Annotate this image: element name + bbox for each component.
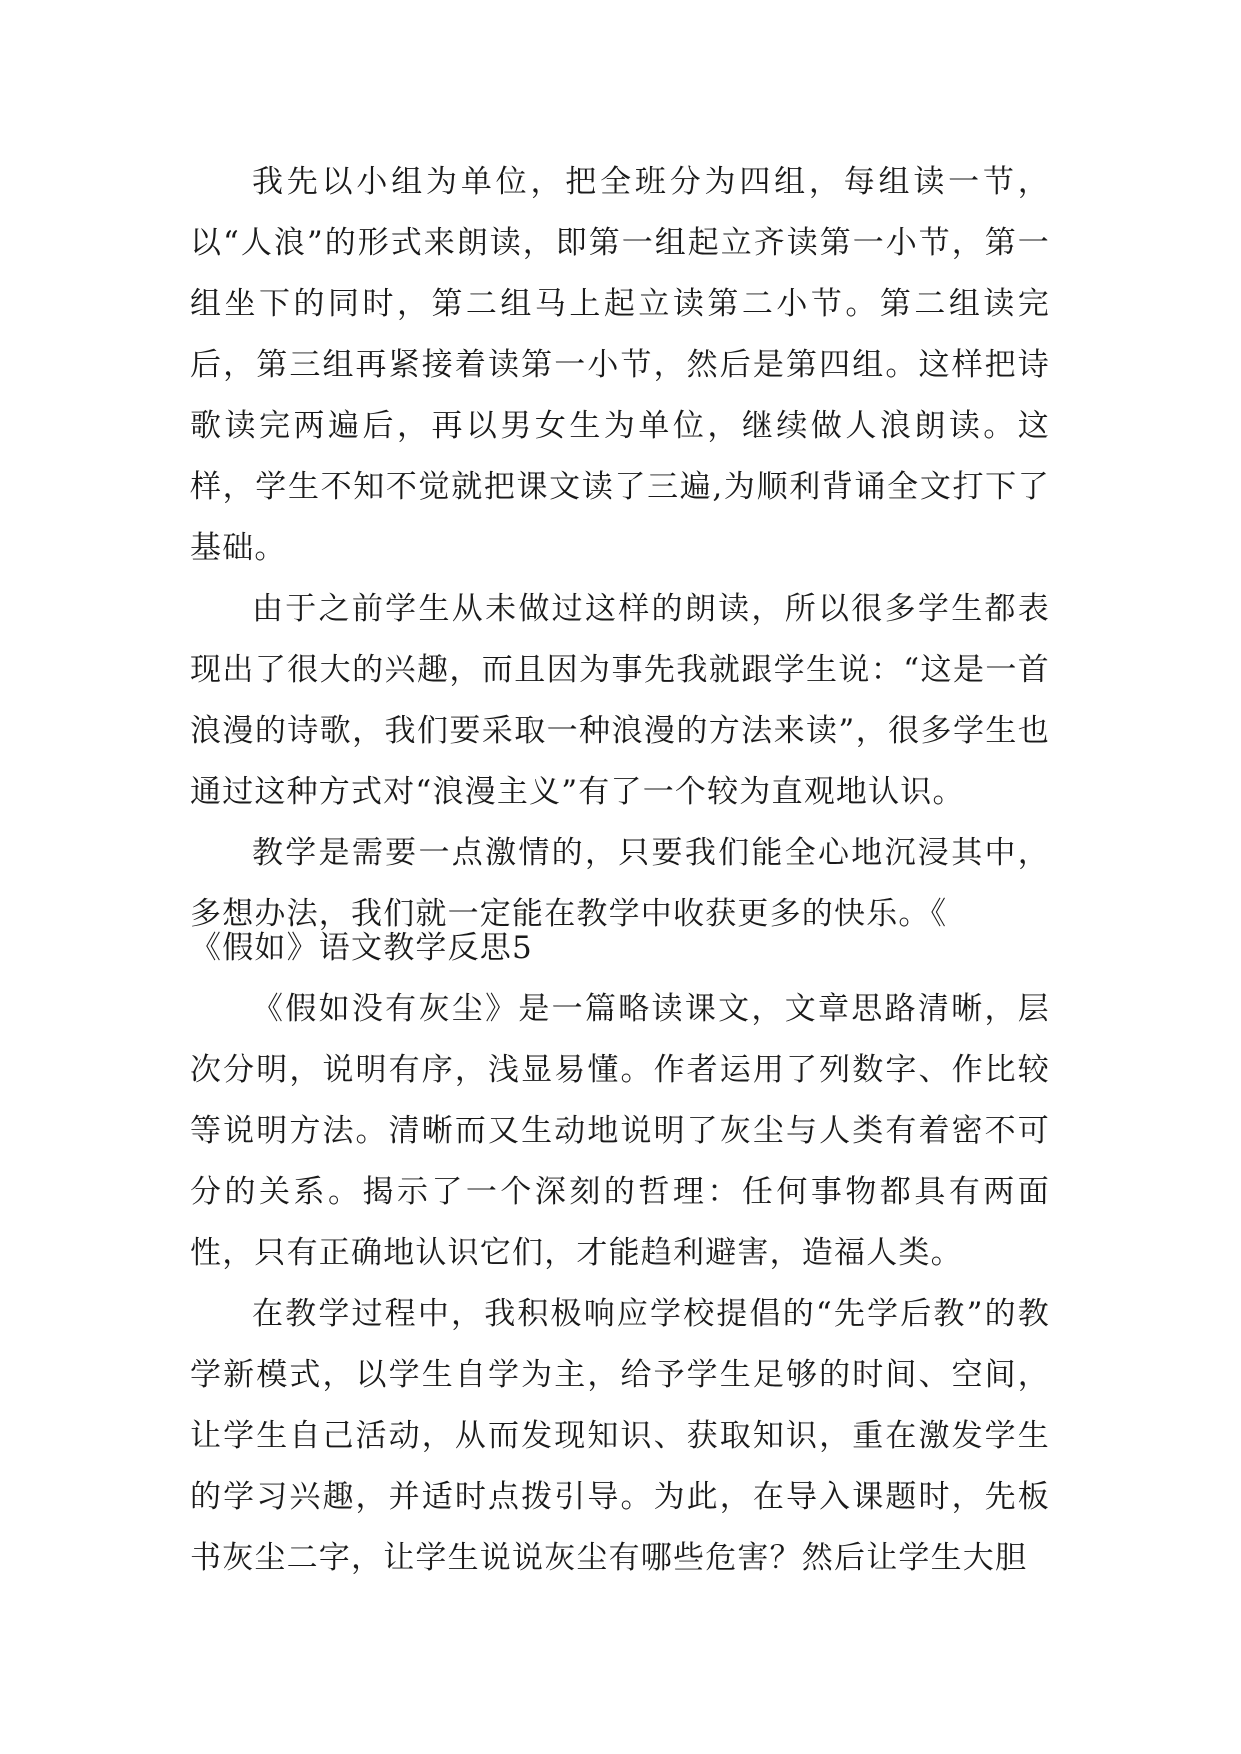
- paragraph: 我先以小组为单位，把全班分为四组，每组读一节，以“人浪”的形式来朗读，即第一组起立齐读第一小节，第一组坐下的同时，第二组马上起立读第二小节。第二组读完后，第三组再紧接着读第一小节，然后是第四组。这样把诗歌读完两遍后，再以男女生为单位，继续做人浪朗读。这样，学生不知不觉就把课文读了三遍,为顺利背诵全文打下了基础。: [190, 164, 1050, 566]
- section-heading: 《假如》语文教学反思5: [190, 930, 533, 966]
- section-2-body: [190, 979, 1050, 1589]
- section-1-body: [190, 152, 1050, 945]
- paragraph: 在教学过程中，我积极响应学校提倡的“先学后教”的教学新模式，以学生自学为主，给予学生足够的时间、空间，让学生自己活动，从而发现知识、获取知识，重在激发学生的学习兴趣，并适时点拨引导。为此，在导入课题时，先板书灰尘二字，让学生说说灰尘有哪些危害？然后让学生大胆: [190, 1296, 1050, 1576]
- paragraph: 由于之前学生从未做过这样的朗读，所以很多学生都表现出了很大的兴趣，而且因为事先我就跟学生说：“这是一首浪漫的诗歌，我们要采取一种浪漫的方法来读”，很多学生也通过这种方式对“浪漫主义”有了一个较为直观地认识。: [190, 591, 1050, 810]
- paragraph: 教学是需要一点激情的，只要我们能全心地沉浸其中，多想办法，我们就一定能在教学中收获更多的快乐。《: [190, 835, 1050, 932]
- paragraph: 《假如没有灰尘》是一篇略读课文，文章思路清晰，层次分明，说明有序，浅显易懂。作者运用了列数字、作比较等说明方法。清晰而又生动地说明了灰尘与人类有着密不可分的关系。揭示了一个深刻的哲理：任何事物都具有两面性，只有正确地认识它们，才能趋利避害，造福人类。: [190, 991, 1050, 1271]
